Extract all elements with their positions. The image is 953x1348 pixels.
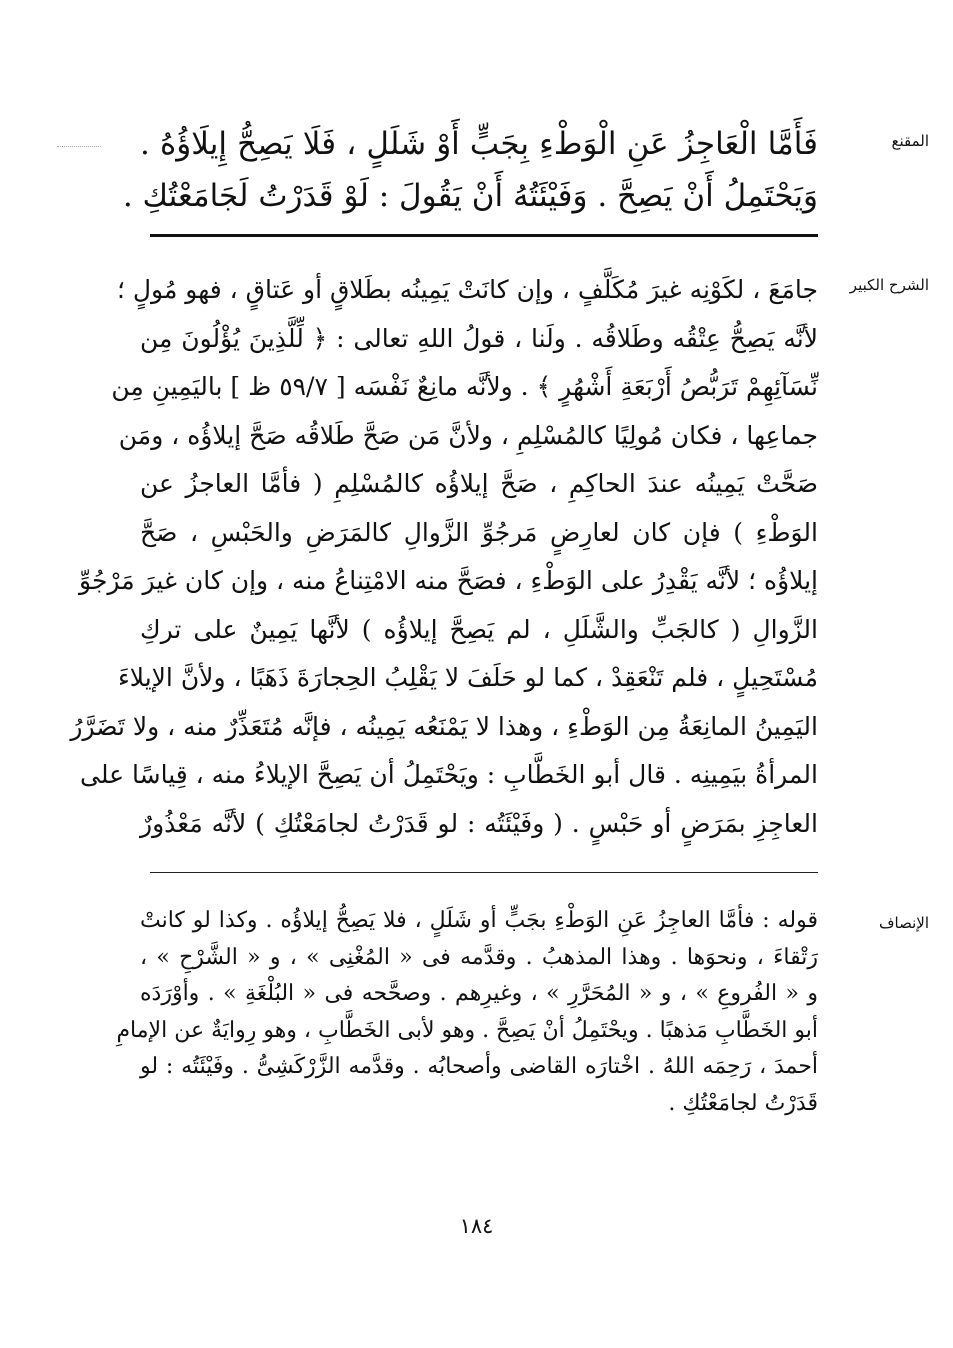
insaf-line: و « الفُروعِ » ، و « المُحَرَّرِ » ، وغيرِهم . وصحَّحه فى « البُلْغَةِ » . وأوْرَدَه <box>140 981 818 1007</box>
sharh-line: لأنَّه يَصِحُّ عِتْقُه وطَلاقُه . ولَنا ، قولُ اللهِ تعالى : ﴿ لِّلَّذِينَ يُؤْلُونَ مِن <box>140 323 818 353</box>
sharh-text-block <box>70 266 818 848</box>
insaf-line: أحمدَ ، رَحِمَه اللهُ . اخْتارَه القاضى وأصحابُه . وقدَّمه الزَّرْكَشِىُّ . وفَيْئَتُه : لو <box>140 1054 818 1080</box>
sharh-line: مُسْتَحِيلٍ ، فلم تَنْعَقِدْ ، كما لو حَلَفَ لا يَقْلِبُ الحِجارَةَ ذَهَبًا ، ولأنَّ الإيلاءَ <box>118 663 818 692</box>
sharh-line: الزَّوالِ ( كالجَبِّ والشَّلَلِ ، لم يَصِحَّ إيلاؤُه ) لأنَّها يَمِينٌ على تركِ <box>140 614 818 644</box>
sharh-line: الوَطْءِ ) فإن كان لعارِضٍ مَرجُوِّ الزَّوالِ كالمَرَضِ والحَبْسِ ، صَحَّ <box>140 517 818 547</box>
page-number: ١٨٤ <box>459 1214 494 1238</box>
muqni-line: وَيَحْتَمِلُ أَنْ يَصِحَّ . وَفَيْئَتُهُ أَنْ يَقُولَ : لَوْ قَدَرْتُ لَجَامَعْتُكِ . <box>122 178 818 214</box>
sharh-line: إيلاؤُه ؛ لأنَّه يَقْدِرُ على الوَطْءِ ، فصَحَّ منه الامْتِناعُ منه ، وإن كان غيرَ مَرْجُوِّ <box>79 566 818 595</box>
sharh-line: جماعِها ، فكان مُولِيًا كالمُسْلِمِ ، ولأنَّ مَن صَحَّ طَلاقُه صَحَّ إيلاؤُه ، ومَن <box>118 420 818 450</box>
sharh-line: المرأةُ بيَمِينِه . قال أبو الخَطَّابِ : ويَحْتَمِلُ أن يَصِحَّ الإيلاءُ منه ، قِياسًا على <box>80 760 818 789</box>
muqni-text-block <box>122 118 818 222</box>
insaf-label: الإنصاف <box>878 914 929 932</box>
insaf-line: أبو الخَطَّابِ مَذهبًا . ويحْتَمِلُ أنْ يَصِحَّ . وهو لأبى الخَطَّابِ ، وهو رِوايَةٌ عن الإمامِ <box>116 1017 818 1043</box>
insaf-line: قَدَرْتُ لجامَعْتُكِ . <box>668 1090 818 1116</box>
sharh-line: نِّسَآئِهِمْ تَرَبُّصُ أَرْبَعَةِ أَشْهُرٍ ﴾ . ولأنَّه مانِعٌ نَفْسَه [ ٥٩/٧ ظ ] باليَمِينِ مِن <box>111 372 818 401</box>
sharh-line: صَحَّتْ يَمِينُه عندَ الحاكِمِ ، صَحَّ إيلاؤُه كالمُسْلِمِ ( فأمَّا العاجزُ عن <box>140 469 818 498</box>
sharh-line: اليَمِينُ المانِعَةُ مِن الوَطْءِ ، وهذا لا يَمْنَعُه يَمِينُه ، فإنَّه مُتَعَذِّرٌ منه ، ولا تَضَرَّرُ <box>70 711 818 741</box>
insaf-line: قوله : فأمَّا العاجِزُ عَنِ الوَطْءِ بجَبٍّ أو شَلَلٍ ، فلا يَصِحُّ إيلاؤُه . وكذا لو كانتْ <box>140 908 818 933</box>
section-divider-thick <box>150 234 818 237</box>
insaf-text-block <box>116 903 818 1123</box>
muqni-label: المقنع <box>891 132 929 150</box>
insaf-line: رَتْقاءَ ، ونحوَها . وهذا المذهبُ . وقدَّمه فى « المُغْنِى » ، و « الشَّرْحِ » ، <box>140 944 818 970</box>
sharh-line: جامَعَ ، لكَوْنِه غيرَ مُكَلَّفٍ ، وإن كانَتْ يَمِينُه بطَلاقٍ أو عَتاقٍ ، فهو مُولٍ ؛ <box>116 275 818 304</box>
sharh-label: الشرح الكبير <box>849 276 929 294</box>
sharh-line: العاجِزِ بمَرَضٍ أو حَبْسٍ . ( وفَيْئَتُه : لو قَدَرْتُ لجامَعْتُكِ ) لأنَّه مَعْذُورٌ <box>140 808 818 838</box>
section-divider-thin <box>150 872 818 873</box>
muqni-line: فَأَمَّا الْعَاجِزُ عَنِ الْوَطْءِ بِجَبٍّ أَوْ شَلَلٍ ، فَلَا يَصِحُّ إِيلَاؤُهُ . <box>140 126 818 162</box>
margin-mark <box>57 146 101 147</box>
